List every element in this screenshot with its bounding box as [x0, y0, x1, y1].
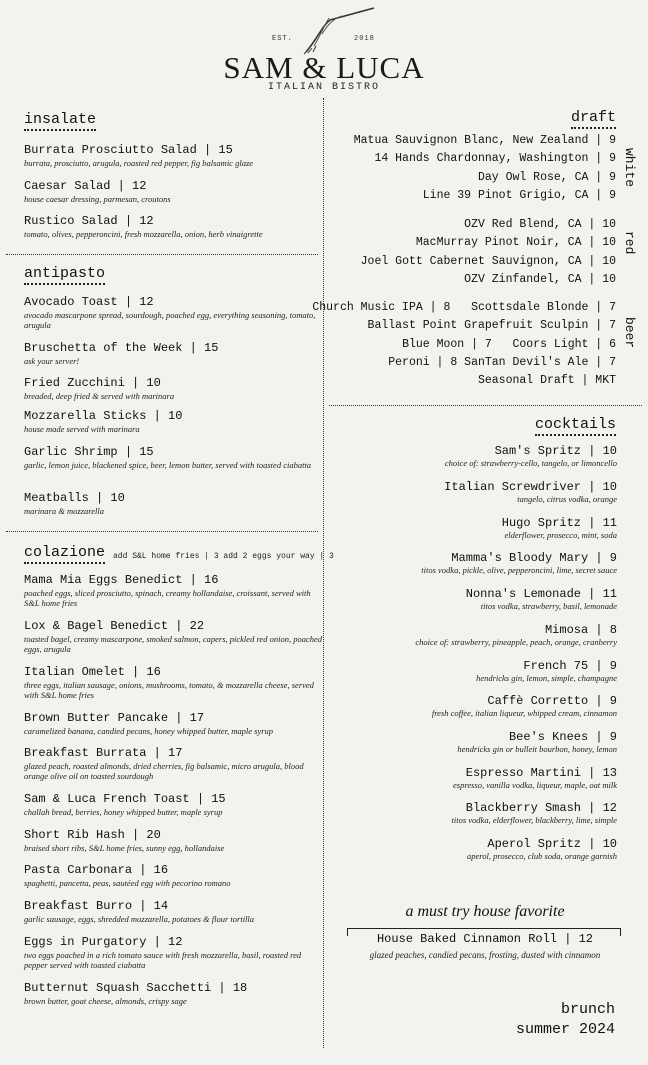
est-year: 2018 — [354, 35, 375, 43]
wine-white-item: Matua Sauvignon Blanc, New Zealand | 9 — [353, 134, 616, 147]
cocktail-item — [327, 837, 617, 862]
item-desc: breaded, deep fried & served with marinara — [24, 391, 175, 401]
item-desc: hendricks gin or bulleit bourbon, honey, lemon — [457, 744, 617, 754]
item-name: Nonna's Lemonade | 11 — [465, 587, 617, 601]
menu-item — [24, 863, 324, 888]
cocktail-item — [327, 444, 617, 469]
item-desc: choice of: strawberry, pineapple, peach, orange, cranberry — [415, 637, 617, 647]
item-desc: choice of: strawberry-cello, tangelo, or limoncello — [444, 458, 617, 468]
item-name: Meatballs | 10 — [24, 491, 125, 505]
favorite-desc: glazed peaches, candied pecans, frosting, dusted with cinnamon — [369, 950, 601, 960]
cocktails-title: cocktails — [535, 416, 616, 436]
item-name: Caffè Corretto | 9 — [487, 694, 617, 708]
item-desc: espresso, vanilla vodka, liqueur, maple, oat milk — [453, 780, 617, 790]
item-name: Pasta Carbonara | 16 — [24, 863, 169, 877]
item-name: Butternut Squash Sacchetti | 18 — [24, 981, 248, 995]
favorite-title: a must try house favorite — [405, 903, 565, 920]
item-desc: titos vodka, strawberry, basil, lemonade — [480, 601, 617, 611]
wine-white-item: Day Owl Rose, CA | 9 — [477, 171, 616, 184]
item-name: Rustico Salad | 12 — [24, 214, 154, 228]
item-desc: tomato, olives, pepperoncini, fresh mozzarella, onion, herb vinaigrette — [24, 229, 263, 239]
fork-icon — [300, 4, 380, 56]
item-desc: braised short ribs, S&L home fries, sunny egg, hollandaise — [24, 843, 225, 853]
beer-item: Blue Moon | 7 Coors Light | 6 — [402, 338, 616, 351]
item-desc: glazed peach, roasted almonds, dried cherries, fig balsamic, micro arugula, blood orange olive oil on toasted sourdough — [24, 761, 304, 781]
beer-item: Church Music IPA | 8 Scottsdale Blonde | 7 — [312, 301, 616, 314]
menu-item — [24, 491, 324, 516]
menu-item — [24, 665, 324, 700]
wine-white-item: Line 39 Pinot Grigio, CA | 9 — [422, 189, 616, 202]
menu-item — [24, 792, 324, 817]
footer-line-1: brunch — [560, 1001, 615, 1018]
insalate-title: insalate — [24, 111, 96, 131]
favorite-name: House Baked Cinnamon Roll | 12 — [376, 932, 594, 946]
beer-label: beer — [622, 317, 637, 349]
item-name: Mozzarella Sticks | 10 — [24, 409, 183, 423]
item-desc: fresh coffee, italian liqueur, whipped cream, cinnamon — [431, 708, 617, 718]
menu-item — [24, 376, 324, 401]
wine-red-item: Joel Gott Cabernet Sauvignon, CA | 10 — [360, 255, 616, 268]
item-desc: titos vodka, elderflower, blackberry, lime, simple — [451, 815, 617, 825]
item-name: Lox & Bagel Benedict | 22 — [24, 619, 205, 633]
item-desc: marinara & mozzarella — [24, 506, 104, 516]
item-desc: house made served with marinara — [24, 424, 140, 434]
item-name: Bruschetta of the Week | 15 — [24, 341, 219, 355]
item-desc: two eggs poached in a rich tomato sauce with fresh mozzarella, basil, roasted red pepper served with toasted ciabatta — [24, 950, 302, 970]
item-name: Short Rib Hash | 20 — [24, 828, 161, 842]
section-divider — [329, 405, 642, 406]
menu-item — [24, 711, 324, 736]
item-name: Fried Zucchini | 10 — [24, 376, 161, 390]
item-desc: caramelized banana, candied pecans, honey whipped butter, maple syrup — [24, 726, 274, 736]
item-name: Mamma's Bloody Mary | 9 — [451, 551, 617, 565]
item-name: Italian Omelet | 16 — [24, 665, 161, 679]
brand-name: SAM & LUCA — [223, 50, 425, 85]
cocktail-item — [327, 730, 617, 755]
item-desc: tangelo, citrus vodka, orange — [517, 494, 617, 504]
item-desc: aperol, prosecco, club soda, orange garnish — [467, 851, 617, 861]
wine-white-item: 14 Hands Chardonnay, Washington | 9 — [374, 152, 616, 165]
menu-item — [24, 143, 324, 168]
menu-item — [24, 619, 324, 654]
item-name: Sam's Spritz | 10 — [494, 444, 617, 458]
item-name: Eggs in Purgatory | 12 — [24, 935, 183, 949]
menu-item — [24, 899, 324, 924]
menu-header — [0, 0, 648, 100]
item-name: Caesar Salad | 12 — [24, 179, 147, 193]
menu-item — [24, 445, 324, 470]
item-desc: three eggs, italian sausage, onions, mushrooms, tomato, & mozzarella cheese, served with S&L home fries — [24, 680, 314, 700]
cocktail-item — [327, 480, 617, 505]
cocktail-item — [327, 623, 617, 648]
menu-item — [24, 214, 324, 239]
menu-item — [24, 179, 324, 204]
item-name: Hugo Spritz | 11 — [501, 516, 617, 530]
brand-subtitle: ITALIAN BISTRO — [267, 82, 380, 93]
menu-item — [24, 746, 324, 781]
cocktail-item — [327, 766, 617, 791]
est-label: EST. — [272, 35, 293, 43]
cocktail-item — [327, 694, 617, 719]
red-label: red — [622, 231, 637, 255]
item-desc: garlic sausage, eggs, shredded mozzarella, potatoes & flour tortilla — [24, 914, 255, 924]
item-desc: poached eggs, sliced prosciutto, spinach, creamy hollandaise, croissant, served with S&L home fries — [24, 588, 311, 608]
antipasto-title: antipasto — [24, 265, 105, 285]
colazione-note: add S&L home fries | 3 add 2 eggs your way | 3 — [113, 552, 334, 561]
item-desc: house caesar dressing, parmesan, croutons — [24, 194, 171, 204]
item-name: Blackberry Smash | 12 — [465, 801, 617, 815]
cocktail-item — [327, 587, 617, 612]
beer-item: Ballast Point Grapefruit Sculpin | 7 — [367, 319, 616, 332]
item-desc: spaghetti, pancetta, peas, sautéed egg with pecorino romano — [24, 878, 231, 888]
item-name: Breakfast Burro | 14 — [24, 899, 169, 913]
menu-item — [24, 828, 324, 853]
menu-item — [24, 573, 324, 608]
section-divider — [6, 254, 318, 255]
colazione-title: colazione — [24, 544, 105, 564]
item-desc: burrata, prosciutto, arugula, roasted red pepper, fig balsamic glaze — [24, 158, 254, 168]
cocktail-item — [327, 516, 617, 541]
beer-item: Peroni | 8 SanTan Devil's Ale | 7 — [388, 356, 616, 369]
item-name: Espresso Martini | 13 — [465, 766, 617, 780]
item-name: Mimosa | 8 — [544, 623, 617, 637]
item-name: Sam & Luca French Toast | 15 — [24, 792, 226, 806]
menu-item — [24, 981, 324, 1006]
item-name: Aperol Spritz | 10 — [487, 837, 617, 851]
item-name: Bee's Knees | 9 — [508, 730, 617, 744]
item-desc: titos vodka, pickle, olive, pepperoncini, lime, secret sauce — [421, 565, 617, 575]
cocktail-item — [327, 659, 617, 684]
item-name: Avocado Toast | 12 — [24, 295, 154, 309]
item-name: Brown Butter Pancake | 17 — [24, 711, 205, 725]
item-desc: elderflower, prosecco, mint, soda — [504, 530, 617, 540]
wine-red-item: OZV Red Blend, CA | 10 — [464, 218, 616, 231]
item-name: Burrata Prosciutto Salad | 15 — [24, 143, 233, 157]
item-desc: challah bread, berries, honey whipped butter, maple syrup — [24, 807, 223, 817]
white-label: white — [622, 148, 637, 188]
wine-red-item: MacMurray Pinot Noir, CA | 10 — [415, 236, 616, 249]
item-name: Breakfast Burrata | 17 — [24, 746, 183, 760]
item-desc: avocado mascarpone spread, sourdough, poached egg, everything seasoning, tomato, arugula — [24, 310, 316, 330]
item-name: Mama Mia Eggs Benedict | 16 — [24, 573, 219, 587]
item-desc: hendricks gin, lemon, simple, champagne — [476, 673, 617, 683]
menu-item — [24, 341, 324, 366]
wine-red-item: OZV Zinfandel, CA | 10 — [464, 273, 616, 286]
menu-item — [24, 935, 324, 970]
menu-item — [24, 409, 324, 434]
item-desc: toasted bagel, creamy mascarpone, smoked salmon, capers, pickled red onion, poached eggs, arugula — [24, 634, 322, 654]
draft-title: draft — [571, 109, 616, 129]
item-name: French 75 | 9 — [523, 659, 617, 673]
footer-line-2: summer 2024 — [515, 1021, 615, 1038]
item-name: Italian Screwdriver | 10 — [444, 480, 617, 494]
item-desc: brown butter, goat cheese, almonds, crispy sage — [24, 996, 187, 1006]
beer-item: Seasonal Draft | MKT — [477, 374, 616, 387]
item-desc: ask your server! — [24, 356, 80, 366]
section-divider — [6, 531, 318, 532]
item-name: Garlic Shrimp | 15 — [24, 445, 154, 459]
menu-item — [24, 295, 324, 330]
cocktail-item — [327, 801, 617, 826]
cocktail-item — [327, 551, 617, 576]
item-desc: garlic, lemon juice, blackened spice, beer, lemon butter, served with toasted ciabatta — [24, 460, 312, 470]
